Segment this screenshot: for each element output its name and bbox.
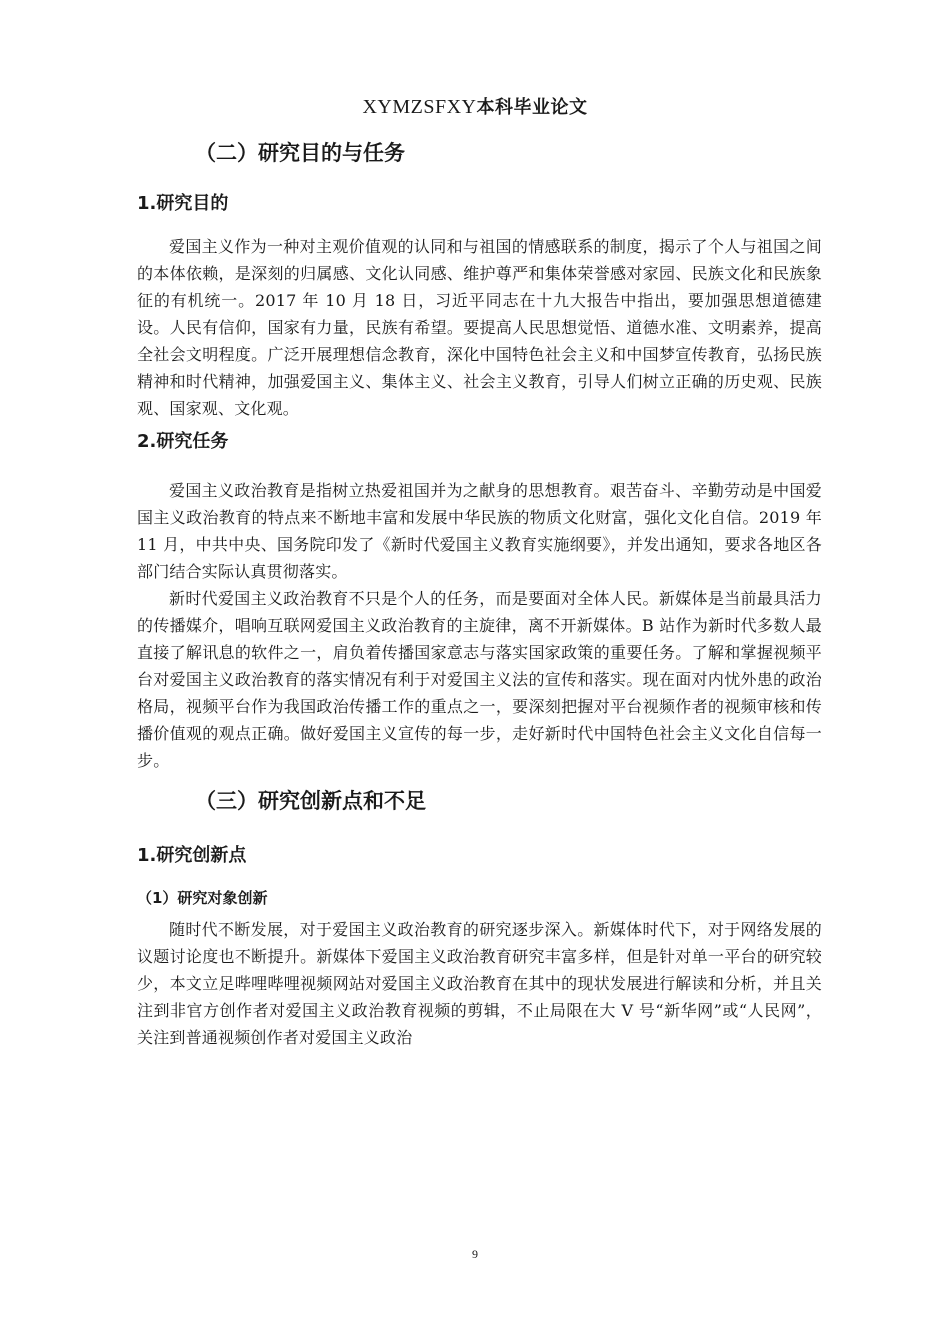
section-heading-innovation-shortcomings: （三）研究创新点和不足 [195, 789, 426, 813]
header-thesis-label: 本科毕业论文 [476, 97, 588, 118]
paragraph-research-purpose: 爱国主义作为一种对主观价值观的认同和与祖国的情感联系的制度，揭示了个人与祖国之间的本体依赖，是深刻的归属感、文化认同感、维护尊严和集体荣誉感对家园、民族文化和民族象征的有机统一。2017 年 10 月 18 日，习近平同志在十九大报告中指出，要加强思想道德建设。人民有信仰，国家有力量，民族有希望。要提高人民思想觉悟、道德水准、文明素养，提高全社会文明程度。广泛开展理想信念教育，深化中国特色社会主义和中国梦宣传教育，弘扬民族精神和时代精神，加强爱国主义、集体主义、社会主义教育，引导人们树立正确的历史观、民族观、国家观、文化观。 [137, 237, 822, 418]
section-heading-research-purpose-tasks: （二）研究目的与任务 [195, 141, 405, 165]
subsection-heading-innovation: 1.研究创新点 [137, 845, 247, 866]
page-number: 9 [472, 1247, 478, 1261]
subsection-heading-research-tasks: 2.研究任务 [137, 431, 229, 452]
subsection-heading-research-purpose: 1.研究目的 [137, 193, 229, 214]
paragraph-research-object: 随时代不断发展，对于爱国主义政治教育的研究逐步深入。新媒体时代下，对于网络发展的议题讨论度也不断提升。新媒体下爱国主义政治教育研究丰富多样，但是针对单一平台的研究较少，本文立足哔哩哔哩视频网站对爱国主义政治教育在其中的现状发展进行解读和分析，并且关注到非官方创作者对爱国主义政治教育视频的剪辑，不止局限在大 V 号“新华网”或“人民网”，关注到普通视频创作者对爱国主义政治 [137, 920, 822, 1047]
paragraph-research-tasks-2: 新时代爱国主义政治教育不只是个人的任务，而是要面对全体人民。新媒体是当前最具活力的传播媒介，唱响互联网爱国主义政治教育的主旋律，离不开新媒体。B 站作为新时代多数人最直接了解讯息的软件之一，肩负着传播国家意志与落实国家政策的重要任务。了解和掌握视频平台对爱国主义政治教育的落实情况有利于对爱国主义法的宣传和落实。现在面对内忧外患的政治格局，视频平台作为我国政治传播工作的重点之一，要深刻把握对平台视频作者的视频审核和传播价值观的观点正确。做好爱国主义宣传的每一步，走好新时代中国特色社会主义文化自信每一步。 [137, 589, 822, 770]
paragraph-research-tasks-1: 爱国主义政治教育是指树立热爱祖国并为之献身的思想教育。艰苦奋斗、辛勤劳动是中国爱国主义政治教育的特点来不断地丰富和发展中华民族的物质文化财富，强化文化自信。2019 年 11 月，中共中央、国务院印发了《新时代爱国主义教育实施纲要》，并发出通知，要求各地区各部门结合实际认真贯彻落实。 [137, 481, 822, 581]
page-header [0, 93, 950, 119]
main-content [137, 138, 822, 1051]
item-heading-research-object: （1）研究对象创新 [137, 889, 268, 907]
header-school-code: XYMZSFXY [362, 96, 477, 118]
